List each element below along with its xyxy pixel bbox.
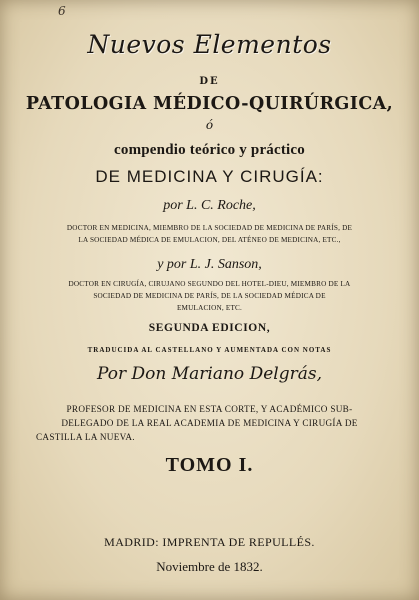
page-corner-mark: 6 (58, 4, 66, 18)
title-script: Nuevos Elementos (87, 30, 332, 59)
volume-number: TOMO I. (165, 454, 254, 476)
author-roche-credentials-1: DOCTOR EN MEDICINA, MIEMBRO DE LA SOCIEDAD DE MEDICINA DE PARÍS, DE (66, 224, 353, 232)
author-sanson: y por L. J. Sanson, (157, 257, 262, 272)
author-roche: por L. C. Roche, (163, 198, 256, 213)
translator-credentials-2: DELEGADO DE LA REAL ACADEMIA DE MEDICINA Y CIRUGÍA DE (61, 418, 358, 428)
translator-name: Por Don Mariano Delgrás, (97, 364, 322, 384)
imprint: MADRID: IMPRENTA DE REPULLÉS. (104, 535, 315, 549)
author-sanson-credentials-1: DOCTOR EN CIRUGÍA, CIRUJANO SEGUNDO DEL HOTEL-DIEU, MIEMBRO DE LA (68, 280, 351, 288)
translator-credentials-3: CASTILLA LA NUEVA. (36, 432, 135, 442)
title-connector-o: ó (205, 118, 214, 132)
edition: SEGUNDA EDICION, (148, 322, 271, 334)
title-connector-de: DE (199, 76, 220, 87)
subtitle-compendio: compendio teórico y práctico (114, 142, 305, 158)
translator-credentials-1: PROFESOR DE MEDICINA EN ESTA CORTE, Y ACADÉMICO SUB- (66, 404, 353, 414)
translation-note: TRADUCIDA AL CASTELLANO Y AUMENTADA CON NOTAS (87, 346, 332, 354)
main-title: PATOLOGIA MÉDICO-QUIRÚRGICA, (25, 94, 394, 114)
author-roche-credentials-2: LA SOCIEDAD MÉDICA DE EMULACION, DEL ATÉNEO DE MEDICINA, ETC., (78, 236, 341, 244)
author-sanson-credentials-2: SOCIEDAD DE MEDICINA DE PARÍS, DE LA SOCIEDAD MÉDICA DE (93, 292, 326, 300)
subtitle-medicina: DE MEDICINA Y CIRUGÍA: (95, 167, 324, 186)
publication-date: Noviembre de 1832. (156, 559, 263, 574)
author-sanson-credentials-3: EMULACION, ETC. (176, 304, 243, 312)
